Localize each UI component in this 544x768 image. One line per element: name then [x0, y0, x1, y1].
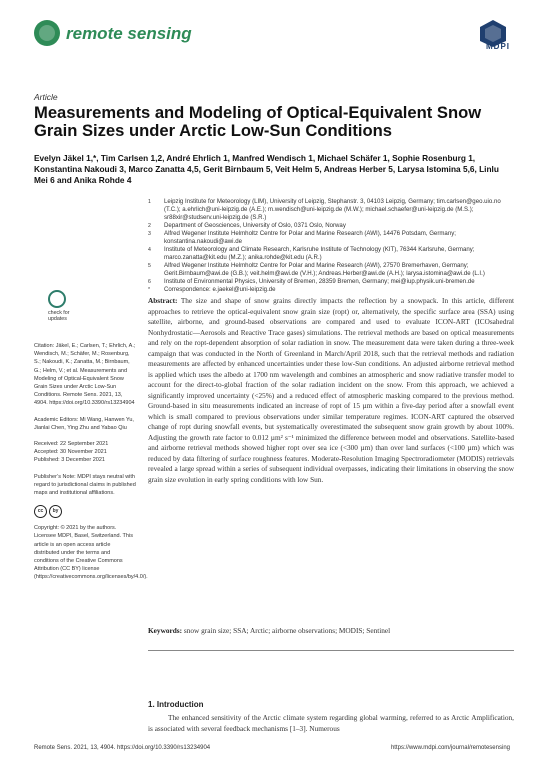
sidebar	[34, 290, 148, 582]
cc-icon: cc	[34, 505, 47, 518]
academic-editors: Academic Editors: Mi Wang, Hanwen Yu, Jianlai Chen, Ying Zhu and Yabao Qiu	[34, 416, 134, 431]
affiliation: 1 Leipzig Institute for Meteorology (LIM), University of Leipzig, Stephanstr. 3, 04103 Leipzig, Germany; tim.carlsen@geo.uio.no (T.C.); a.ehrlich@uni-leipzig.de (A.E.); m.wendisch@uni-leipzig.de (M.W.); michael.schaefer@uni-leipzig.de (M.S.); sr88xir@studserv.uni-leipzig.de (S.R.)	[148, 198, 501, 221]
abstract	[148, 296, 514, 485]
updates-label: check for updates	[48, 310, 70, 322]
footer-citation: Remote Sens. 2021, 13, 4904. https://doi.org/10.3390/rs13234904	[34, 745, 211, 751]
by-icon: by	[49, 505, 62, 518]
cc-license-icon	[34, 505, 136, 518]
publisher-note: Publisher’s Note: MDPI stays neutral with regard to jurisdictional claims in published maps and institutional affiliations.	[34, 473, 136, 497]
affiliation: 5 Alfred Wegener Institute Helmholtz Centre for Polar and Marine Research (AWI), 27570 Bremerhaven, Germany; Gerit.Birnbaum@awi.de (G.B.); veit.helm@awi.de (V.H.); Andreas.Herber@awi.de (A.H.); larysa.istomina@awi.de (L.I.)	[148, 262, 485, 277]
footer-url[interactable]: https://www.mdpi.com/journal/remotesensing	[390, 745, 510, 751]
keywords-text: snow grain size; SSA; Arctic; airborne observations; MODIS; Sentinel	[183, 626, 391, 635]
abstract-label: Abstract:	[148, 297, 178, 305]
paper-title: Measurements and Modeling of Optical-Equivalent Snow Grain Sizes under Arctic Low-Sun Conditions	[34, 103, 482, 140]
journal-logo	[34, 20, 60, 46]
affiliation-list	[148, 198, 518, 294]
published-date: Published: 3 December 2021	[34, 457, 105, 464]
citation: Citation: Jäkel, E.; Carlsen, T.; Ehrlich, A.; Wendisch, M.; Schäfer, M.; Rosenburg, S.; Nakoudi, K.; Zanatta, M.; Birnbaum, G.; Helm, V.; et al. Measurements and Modeling of Optical-Equivalent Snow Grain Sizes under Arctic Low-Sun Conditions. Remote Sens. 2021, 13, 4904. https://doi.org/10.3390/rs13234904	[34, 343, 136, 407]
publisher-name: MDPI	[486, 42, 510, 51]
updates-icon	[48, 290, 66, 308]
affiliation: 3 Alfred Wegener Institute Helmholtz Centre for Polar and Marine Research (AWI), 14476 Potsdam, Germany; konstantina.nakoudi@awi.de	[148, 230, 456, 245]
section-heading: 1. Introduction	[148, 700, 204, 709]
copyright-note: Copyright: © 2021 by the authors. Licensee MDPI, Basel, Switzerland. This article is an open access article distributed under the terms and conditions of the Creative Commons Attribution (CC BY) license (https://creativecommons.org/licenses/by/4.0/).	[34, 525, 148, 581]
abstract-text: The size and shape of snow grains directly impacts the reflection by a snowpack. In this article, different approaches to retrieve the optical-equivalent snow grain size (ropt) or, alternatively, the specific surface area (SSA) using satellite, airborne, and ground-based observations are compared and used to evaluate ICON-ART (ICOsahedral Nonhydrostatic—Aerosols and Reactive Trace gases) simulations. The retrieval methods are based on optical measurements and rely on the ropt-dependent absorption of solar radiation in snow. The measurement data were taken during a three-week campaign that was conducted in the North of Greenland in March/April 2018, such that the retrieval methods and radiation measurements are affected by enhanced uncertainties under these low-Sun conditions. An adjusted airborne retrieval method is applied which uses the albedo at 1700 nm wavelength and combines an atmospheric and snow radiative transfer model to account for the direct-to-global fraction of the solar radiation incident on the snow. From this approach, we achieved a significantly improved uncertainty (<25%) and a reduced effect of atmospheric masking compared to the previous method. Ground-based in situ measurements indicated an increase of ropt of 15 µm within a five-day period after a snowfall event which is small compared to previous observations under similar temperature regimes. ICON-ART captured the observed change of ropt during snowfall events, but systematically overestimated the subsequent snow grain growth by about 100%. Adjusting the growth rate factor to 0.012 µm² s⁻¹ minimized the difference between model and observations. Satellite-based and airborne retrieval methods showed higher ropt over sea ice (<300 µm) than over land surfaces (<100 µm) which was reduced by data filtering of surface roughness features. Moderate-Resolution Imaging Spectroradiometer (MODIS) retrievals revealed a large spread within a series of subsequent individual overpasses, indicating their limitations in observing the snow grain size evolution in early spring conditions with low Sun.	[148, 297, 514, 484]
received-date: Received: 22 September 2021	[34, 441, 109, 448]
affiliation: 6 Institute of Environmental Physics, University of Bremen, 28359 Bremen, Germany; mei@iup.physik.uni-bremen.de	[148, 278, 475, 285]
correspondence: * Correspondence: e.jaekel@uni-leipzig.de	[148, 286, 276, 293]
affiliation: 2 Department of Geosciences, University of Oslo, 0371 Oslo, Norway	[148, 222, 346, 229]
affiliation: 4 Institute of Meteorology and Climate Research, Karlsruhe Institute of Technology (KIT), 76344 Karlsruhe, Germany; marco.zanatta@kit.edu (M.Z.); anika.rohde@kit.edu (A.R.)	[148, 246, 475, 261]
intro-paragraph: The enhanced sensitivity of the Arctic climate system regarding global warming, referred to as Arctic Amplification, is associated with several feedback mechanisms [1–3]. Numerous	[148, 713, 514, 733]
accepted-date: Accepted: 30 November 2021	[34, 449, 107, 456]
section-divider	[148, 650, 514, 651]
journal-name: remote sensing	[66, 24, 192, 43]
keywords	[148, 626, 514, 636]
author-list: Evelyn Jäkel 1,*, Tim Carlsen 1,2, André Ehrlich 1, Manfred Wendisch 1, Michael Schäfer 1, Sophie Rosenburg 1, Konstantina Nakoudi 3, Marco Zanatta 4,5, Gerit Birnbaum 5, Veit Helm 5, Andreas Herber 5, Larysa Istomina 5,6, Linlu Mei 6 and Anika Rohde 4	[34, 153, 499, 185]
check-for-updates-button[interactable]	[34, 290, 78, 334]
article-type: Article	[34, 92, 58, 102]
keywords-label: Keywords:	[148, 626, 183, 635]
